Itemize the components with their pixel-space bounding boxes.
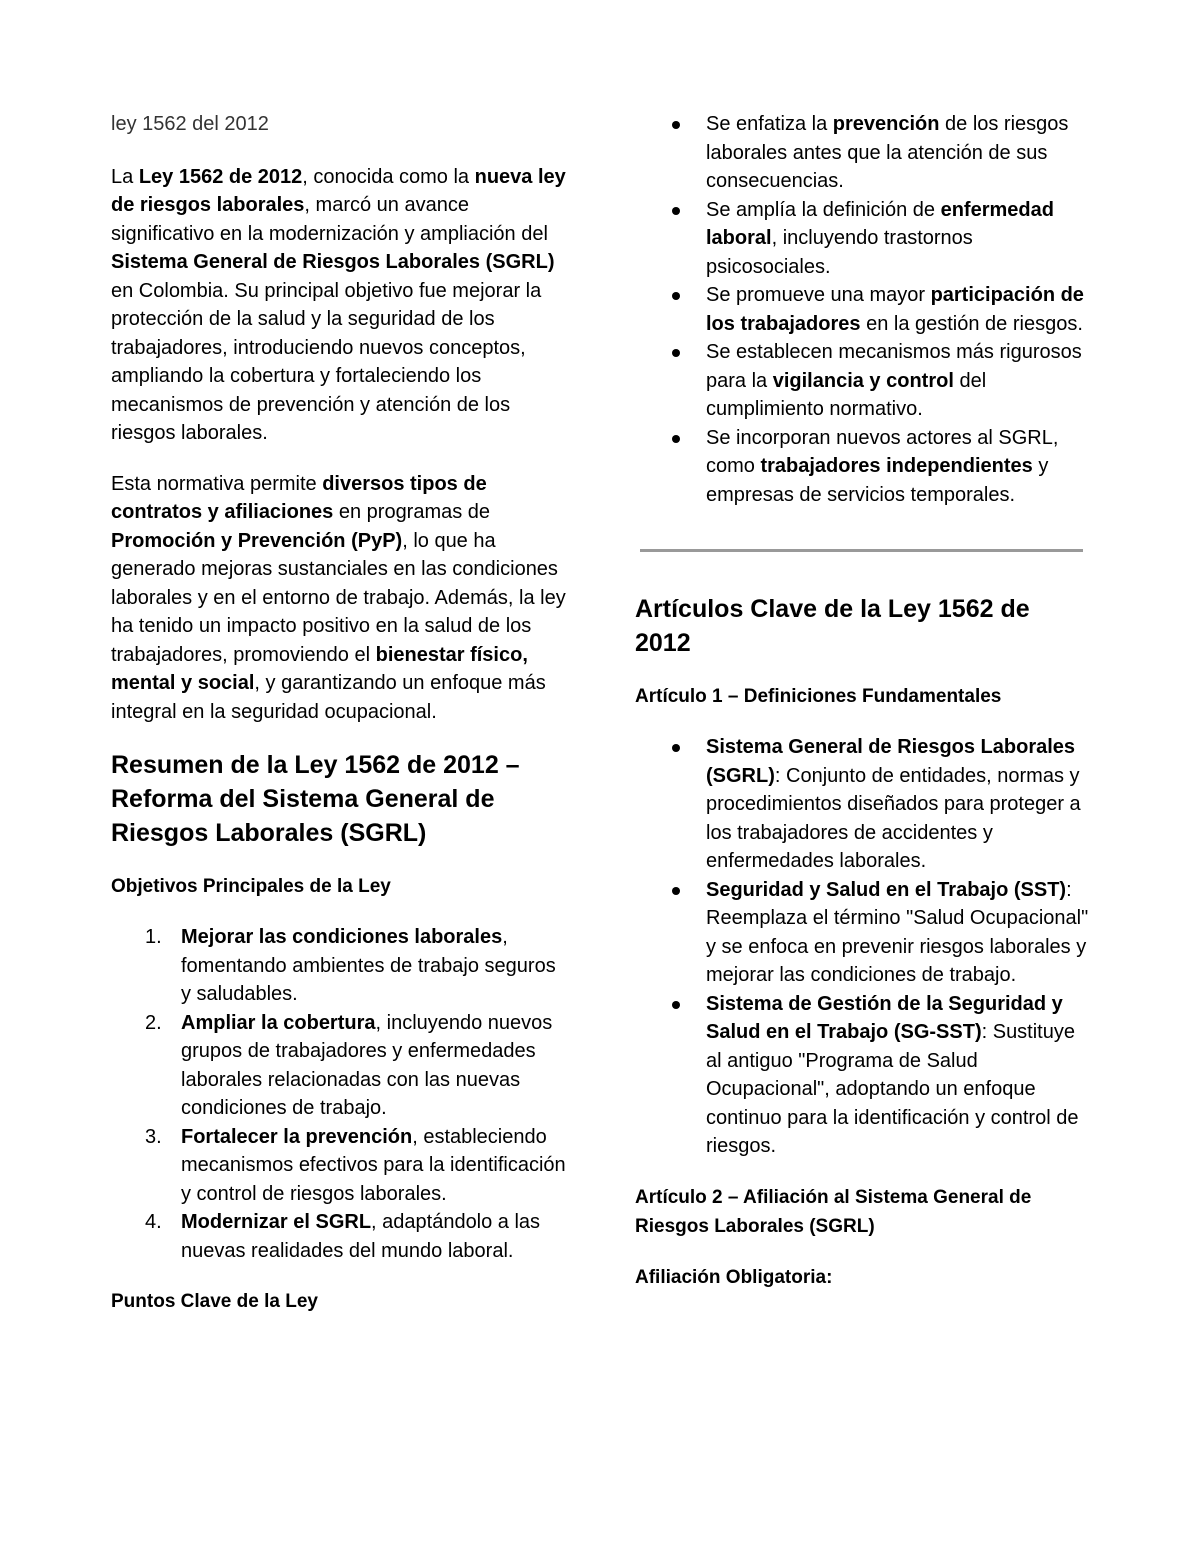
list-item-text (181, 1211, 540, 1262)
list-item-text (181, 1012, 552, 1120)
second-paragraph (111, 470, 571, 727)
text-run: , incluyendo trastornos psicosociales. (706, 227, 973, 278)
bullet-icon (672, 121, 680, 129)
left-column (111, 110, 571, 1338)
list-item-text (706, 736, 1081, 872)
text-run: de los riesgos laborales antes que la atención de sus consecuencias. (706, 113, 1069, 192)
bold-text: nueva ley de riesgos laborales (111, 165, 566, 216)
bold-text: Promoción y Prevención (PyP) (111, 529, 403, 552)
bullet-icon (672, 744, 680, 752)
bold-text: Fortalecer la prevención (181, 1125, 413, 1148)
objectives-heading: Objetivos Principales de la Ley (111, 876, 391, 897)
text-run: , fomentando ambientes de trabajo seguros y saludables. (181, 926, 556, 1005)
bold-text: diversos tipos de contratos y afiliaciones (111, 472, 487, 523)
text-run: , marcó un avance significativo en la modernización y ampliación del (111, 194, 548, 245)
text-run: Se promueve una mayor (706, 284, 931, 306)
article-2-heading: Artículo 2 – Afiliación al Sistema General de Riesgos Laborales (SGRL) (635, 1186, 1032, 1237)
text-run: : Reemplaza el término "Salud Ocupacional" y se enfoca en prevenir riesgos laborales y mejorar las condiciones de trabajo. (706, 878, 1089, 986)
list-item (635, 876, 1090, 990)
list-number: 3. (145, 1125, 162, 1148)
text-run: Se amplía la definición de (706, 198, 941, 221)
text-run: , lo que ha generado mejoras sustanciales en las condiciones laborales y en el entorno de trabajo. Además, la ley ha tenido un impacto positivo en la salud de los trabajadores, promoviendo el (111, 529, 566, 666)
bold-text: prevención (832, 113, 940, 135)
text-run: La (111, 165, 139, 188)
bold-text: Sistema de Gestión de la Seguridad y Salud en el Trabajo (SG-SST) (706, 992, 1063, 1043)
list-number: 4. (145, 1211, 162, 1233)
text-run: : Conjunto de entidades, normas y procedimientos diseñados para proteger a los trabajadores de accidentes y enfermedades laborales. (706, 764, 1081, 872)
horizontal-divider (640, 549, 1083, 552)
text-run: y empresas de servicios temporales. (706, 455, 1049, 506)
text-run: en programas de (333, 501, 491, 523)
list-item-text (706, 993, 1078, 1158)
list-number: 1. (145, 926, 162, 948)
text-run: en Colombia. Su principal objetivo fue mejorar la protección de la salud y la seguridad de los trabajadores, introduciendo nuevos conceptos, ampliando la cobertura y fortaleciendo los mecanismos de prevención y atención de los riesgos laborales. (111, 279, 542, 444)
list-item (111, 1009, 571, 1123)
list-item (635, 338, 1090, 424)
bullet-icon (672, 349, 680, 357)
list-item (111, 1208, 571, 1265)
right-column (635, 110, 1090, 1314)
affiliation-heading: Afiliación Obligatoria: (635, 1266, 833, 1288)
list-item (111, 1123, 571, 1209)
list-item-text (706, 113, 1068, 192)
bullet-icon (672, 292, 680, 300)
bullet-icon (672, 887, 680, 895)
list-item-text (181, 1126, 566, 1205)
list-item-text (706, 199, 1054, 278)
bold-text: trabajadores independientes (760, 455, 1033, 477)
articles-heading: Artículos Clave de la Ley 1562 de 2012 (635, 595, 1030, 657)
text-run: , incluyendo nuevos grupos de trabajadores y enfermedades laborales relacionadas con las nuevas condiciones de trabajo. (181, 1011, 553, 1119)
list-item (635, 733, 1090, 876)
list-item (111, 923, 571, 1009)
bold-text: Sistema General de Riesgos Laborales (SGRL) (111, 251, 555, 273)
list-item-text (706, 879, 1088, 987)
bold-text: participación de los trabajadores (706, 284, 1084, 335)
list-item (635, 424, 1090, 510)
text-run: Se establecen mecanismos más rigurosos para la (706, 341, 1082, 392)
bold-text: vigilancia y control (772, 369, 954, 392)
text-run: , conocida como la (302, 165, 475, 188)
text-run: : Sustituye al antiguo "Programa de Salud Ocupacional", adoptando un enfoque continuo para la identificación y control de riesgos. (706, 1021, 1079, 1157)
summary-heading: Resumen de la Ley 1562 de 2012 – Reforma del Sistema General de Riesgos Laborales (SGRL) (111, 751, 520, 847)
bullet-icon (672, 435, 680, 443)
bold-text: Ley 1562 de 2012 (138, 165, 303, 188)
bullet-icon (672, 1001, 680, 1009)
bold-text: Seguridad y Salud en el Trabajo (SST) (706, 878, 1067, 901)
bullet-icon (672, 207, 680, 215)
text-run: , y garantizando un enfoque más integral en la seguridad ocupacional. (111, 672, 546, 723)
bold-text: Ampliar la cobertura (181, 1011, 376, 1034)
text-run: del cumplimiento normativo. (706, 369, 987, 420)
text-run: , estableciendo mecanismos efectivos para la identificación y control de riesgos laborales. (181, 1125, 566, 1205)
list-item (635, 196, 1090, 282)
list-item-text (706, 284, 1084, 335)
intro-paragraph (111, 163, 571, 448)
list-item (635, 110, 1090, 196)
document-title: ley 1562 del 2012 (111, 113, 269, 135)
key-points-heading: Puntos Clave de la Ley (111, 1291, 318, 1312)
bold-text: enfermedad laboral (706, 198, 1054, 249)
article-1-heading: Artículo 1 – Definiciones Fundamentales (635, 686, 1002, 707)
list-item-text (706, 341, 1082, 420)
list-item (635, 281, 1090, 338)
objectives-list (111, 923, 571, 1265)
bold-text: Modernizar el SGRL (181, 1211, 372, 1233)
definitions-list (635, 733, 1090, 1161)
bold-text: bienestar físico, mental y social (111, 643, 528, 694)
list-item-text (181, 926, 556, 1005)
text-run: , adaptándolo a las nuevas realidades del mundo laboral. (181, 1211, 541, 1262)
text-run: Esta normativa permite (111, 472, 323, 495)
text-run: en la gestión de riesgos. (860, 312, 1083, 335)
list-item-text (706, 427, 1058, 506)
text-run: Se enfatiza la (706, 113, 833, 135)
list-item (635, 990, 1090, 1161)
list-number: 2. (145, 1011, 162, 1034)
bold-text: Sistema General de Riesgos Laborales (SGRL) (706, 736, 1076, 787)
key-points-list (635, 110, 1090, 509)
bold-text: Mejorar las condiciones laborales (181, 926, 503, 948)
text-run: Se incorporan nuevos actores al SGRL, como (706, 426, 1059, 477)
